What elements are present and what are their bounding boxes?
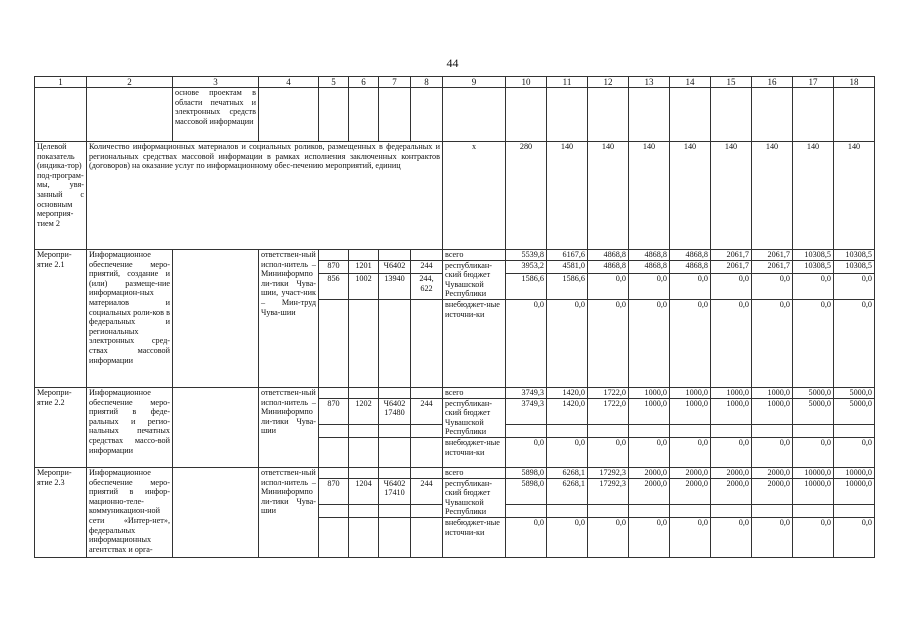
budget-code: Ч6402 — [379, 260, 411, 274]
empty-cell — [411, 504, 443, 517]
funding-value: 6167,6 — [547, 250, 588, 261]
empty-cell — [349, 387, 379, 398]
empty-cell — [35, 88, 87, 142]
continuation-row — [35, 88, 875, 142]
column-header: 4 — [259, 77, 319, 88]
funding-value: 4868,8 — [629, 260, 670, 274]
funding-value: 0,0 — [834, 517, 875, 557]
empty-cell — [411, 88, 443, 142]
empty-cell — [319, 467, 349, 478]
event-row-total — [35, 467, 875, 478]
funding-value: 10308,5 — [834, 250, 875, 261]
funding-value: 1000,0 — [670, 398, 711, 424]
funding-value: 0,0 — [629, 274, 670, 300]
empty-cell — [670, 88, 711, 142]
funding-value: 4868,8 — [588, 260, 629, 274]
empty-cell — [547, 88, 588, 142]
indicator-value: 140 — [629, 142, 670, 250]
column-header: 5 — [319, 77, 349, 88]
empty-cell — [629, 424, 670, 437]
event-name: Меропри-ятие 2.1 — [35, 250, 87, 388]
budget-code: 244, 622 — [411, 274, 443, 300]
header-row — [35, 77, 875, 88]
funding-value: 1000,0 — [711, 398, 752, 424]
empty-cell — [834, 504, 875, 517]
funding-source: всего — [443, 250, 506, 261]
funding-value: 1000,0 — [752, 387, 793, 398]
empty-cell — [259, 88, 319, 142]
funding-value: 1586,6 — [547, 274, 588, 300]
funding-value: 5000,0 — [793, 398, 834, 424]
funding-value: 6268,1 — [547, 467, 588, 478]
funding-value: 2000,0 — [629, 467, 670, 478]
empty-cell — [411, 299, 443, 387]
empty-cell — [506, 88, 547, 142]
funding-value: 0,0 — [711, 274, 752, 300]
empty-cell — [349, 299, 379, 387]
budget-code: 870 — [319, 478, 349, 504]
empty-cell — [349, 517, 379, 557]
funding-value: 0,0 — [506, 517, 547, 557]
funding-value: 1000,0 — [629, 398, 670, 424]
funding-value: 0,0 — [629, 299, 670, 387]
funding-value: 4868,8 — [588, 250, 629, 261]
funding-value: 0,0 — [711, 517, 752, 557]
empty-cell — [752, 88, 793, 142]
empty-cell — [711, 504, 752, 517]
funding-value: 0,0 — [752, 517, 793, 557]
funding-value: 10000,0 — [793, 467, 834, 478]
funding-value: 1420,0 — [547, 398, 588, 424]
funding-value: 0,0 — [547, 299, 588, 387]
funding-value: 3953,2 — [506, 260, 547, 274]
funding-value: 10308,5 — [834, 260, 875, 274]
funding-value: 5539,8 — [506, 250, 547, 261]
funding-value: 2000,0 — [670, 478, 711, 504]
funding-value: 0,0 — [834, 274, 875, 300]
empty-cell — [547, 504, 588, 517]
empty-cell — [629, 504, 670, 517]
funding-value: 2000,0 — [711, 467, 752, 478]
budget-code: 1201 — [349, 260, 379, 274]
indicator-value: 140 — [834, 142, 875, 250]
column-header: 1 — [35, 77, 87, 88]
funding-value: 1000,0 — [629, 387, 670, 398]
funding-value: 1000,0 — [752, 398, 793, 424]
funding-value: 2000,0 — [629, 478, 670, 504]
empty-cell — [319, 437, 349, 467]
column-header: 3 — [173, 77, 259, 88]
funding-value: 0,0 — [588, 274, 629, 300]
funding-source: внебюджет-ные источни-ки — [443, 299, 506, 387]
indicator-value: 140 — [588, 142, 629, 250]
funding-value: 0,0 — [752, 437, 793, 467]
funding-value: 0,0 — [834, 437, 875, 467]
funding-value: 5000,0 — [834, 398, 875, 424]
funding-value: 0,0 — [588, 299, 629, 387]
empty-cell — [319, 299, 349, 387]
empty-cell — [588, 504, 629, 517]
funding-value: 2000,0 — [752, 478, 793, 504]
column-header: 15 — [711, 77, 752, 88]
budget-code: 856 — [319, 274, 349, 300]
funding-value: 0,0 — [752, 299, 793, 387]
funding-value: 2061,7 — [711, 260, 752, 274]
indicator-description: Количество информационных материалов и социальных роликов, размещенных в федеральных и региональных средствах массовой информации в рамках исполнения заключенных контрактов (договоров) на оказание услуг по информационному обес-печению мероприятий, единиц — [87, 142, 443, 250]
empty-cell — [506, 504, 547, 517]
funding-value: 5898,0 — [506, 478, 547, 504]
column-header: 14 — [670, 77, 711, 88]
funding-value: 1722,0 — [588, 387, 629, 398]
empty-cell — [834, 424, 875, 437]
empty-cell — [793, 424, 834, 437]
funding-value: 10308,5 — [793, 250, 834, 261]
empty-cell — [379, 299, 411, 387]
funding-value: 4868,8 — [670, 250, 711, 261]
funding-value: 0,0 — [506, 437, 547, 467]
event-name: Меропри-ятие 2.3 — [35, 467, 87, 557]
budget-code: Ч6402 17410 — [379, 478, 411, 504]
funding-value: 17292,3 — [588, 467, 629, 478]
funding-value: 0,0 — [711, 437, 752, 467]
funding-value: 2061,7 — [752, 250, 793, 261]
empty-cell — [411, 467, 443, 478]
empty-cell — [87, 88, 173, 142]
event-executor: ответствен-ный испол-нитель – Мининформполи-тики Чува-шии, участ-ник – Мин-труд Чува-шии — [259, 250, 319, 388]
column-header: 9 — [443, 77, 506, 88]
funding-value: 0,0 — [506, 299, 547, 387]
budget-table — [34, 76, 875, 558]
funding-source: всего — [443, 387, 506, 398]
empty-cell — [379, 250, 411, 261]
event-description: Информационное обеспечение меро-приятий в инфор-мационно-теле-коммуникацион-ной сети «Интер-нет», федеральных информационных агентствах и орга- — [87, 467, 173, 557]
budget-code: 244 — [411, 478, 443, 504]
empty-cell — [379, 424, 411, 437]
indicator-value: 140 — [711, 142, 752, 250]
empty-cell — [443, 88, 506, 142]
empty-cell — [670, 504, 711, 517]
funding-value: 5000,0 — [834, 387, 875, 398]
funding-source: внебюджет-ные источни-ки — [443, 437, 506, 467]
funding-value: 10000,0 — [793, 478, 834, 504]
indicator-col9: х — [443, 142, 506, 250]
empty-cell — [711, 424, 752, 437]
page-number: 44 — [446, 56, 459, 70]
budget-code: 1202 — [349, 398, 379, 424]
empty-cell — [411, 387, 443, 398]
budget-code: 13940 — [379, 274, 411, 300]
funding-value: 0,0 — [629, 517, 670, 557]
empty-cell — [752, 504, 793, 517]
budget-code: 1204 — [349, 478, 379, 504]
funding-value: 2061,7 — [752, 260, 793, 274]
funding-value: 17292,3 — [588, 478, 629, 504]
indicator-value: 140 — [547, 142, 588, 250]
table-body — [35, 77, 875, 558]
event-row-total — [35, 250, 875, 261]
funding-source: внебюджет-ные источни-ки — [443, 517, 506, 557]
empty-cell — [379, 517, 411, 557]
column-header: 17 — [793, 77, 834, 88]
empty-cell — [411, 250, 443, 261]
funding-value: 1000,0 — [670, 387, 711, 398]
column-header: 7 — [379, 77, 411, 88]
empty-cell — [793, 504, 834, 517]
event-row-total — [35, 387, 875, 398]
empty-cell — [379, 437, 411, 467]
indicator-value: 140 — [752, 142, 793, 250]
empty-cell — [173, 250, 259, 388]
funding-source: всего — [443, 467, 506, 478]
funding-value: 0,0 — [834, 299, 875, 387]
indicator-value: 280 — [506, 142, 547, 250]
funding-value: 1722,0 — [588, 398, 629, 424]
funding-source: республикан-ский бюджет Чувашской Республики — [443, 260, 506, 299]
funding-value: 3749,3 — [506, 398, 547, 424]
empty-cell — [349, 437, 379, 467]
budget-code: 1002 — [349, 274, 379, 300]
empty-cell — [173, 387, 259, 467]
funding-value: 0,0 — [629, 437, 670, 467]
empty-cell — [319, 504, 349, 517]
empty-cell — [319, 250, 349, 261]
funding-value: 2000,0 — [711, 478, 752, 504]
funding-value: 2000,0 — [752, 467, 793, 478]
budget-code: 870 — [319, 398, 349, 424]
empty-cell — [752, 424, 793, 437]
empty-cell — [173, 467, 259, 557]
empty-cell — [319, 424, 349, 437]
continuation-text: основе проектам в области печатных и электронных средств массовой информации — [173, 88, 259, 142]
event-description: Информационное обеспечение меро-приятий, создание и (или) размеще-ние информацион-ных материалов и социальных роли-ков в федеральных и региональных электронных сред-ствах массовой информации — [87, 250, 173, 388]
funding-value: 0,0 — [670, 274, 711, 300]
funding-value: 4868,8 — [629, 250, 670, 261]
empty-cell — [349, 250, 379, 261]
indicator-row — [35, 142, 875, 250]
empty-cell — [547, 424, 588, 437]
funding-source: республикан-ский бюджет Чувашской Республики — [443, 398, 506, 437]
funding-value: 5000,0 — [793, 387, 834, 398]
funding-value: 3749,3 — [506, 387, 547, 398]
funding-value: 0,0 — [670, 517, 711, 557]
empty-cell — [629, 88, 670, 142]
empty-cell — [711, 88, 752, 142]
column-header: 11 — [547, 77, 588, 88]
funding-value: 0,0 — [588, 437, 629, 467]
empty-cell — [793, 88, 834, 142]
funding-value: 0,0 — [547, 517, 588, 557]
funding-value: 10000,0 — [834, 467, 875, 478]
budget-code: 244 — [411, 398, 443, 424]
empty-cell — [379, 387, 411, 398]
empty-cell — [349, 504, 379, 517]
funding-value: 4581,0 — [547, 260, 588, 274]
funding-value: 10000,0 — [834, 478, 875, 504]
empty-cell — [411, 517, 443, 557]
empty-cell — [670, 424, 711, 437]
funding-value: 0,0 — [793, 437, 834, 467]
column-header: 2 — [87, 77, 173, 88]
empty-cell — [319, 517, 349, 557]
funding-value: 5898,0 — [506, 467, 547, 478]
column-header: 8 — [411, 77, 443, 88]
column-header: 6 — [349, 77, 379, 88]
empty-cell — [349, 424, 379, 437]
funding-value: 2061,7 — [711, 250, 752, 261]
funding-value: 0,0 — [670, 437, 711, 467]
funding-value: 0,0 — [752, 274, 793, 300]
funding-value: 0,0 — [547, 437, 588, 467]
funding-value: 10308,5 — [793, 260, 834, 274]
funding-value: 4868,8 — [670, 260, 711, 274]
column-header: 12 — [588, 77, 629, 88]
event-name: Меропри-ятие 2.2 — [35, 387, 87, 467]
funding-value: 0,0 — [670, 299, 711, 387]
funding-value: 1420,0 — [547, 387, 588, 398]
empty-cell — [379, 88, 411, 142]
empty-cell — [588, 424, 629, 437]
column-header: 18 — [834, 77, 875, 88]
funding-value: 2000,0 — [670, 467, 711, 478]
empty-cell — [349, 467, 379, 478]
funding-value: 0,0 — [588, 517, 629, 557]
empty-cell — [834, 88, 875, 142]
empty-cell — [349, 88, 379, 142]
event-executor: ответствен-ный испол-нитель – Мининформполи-тики Чува-шии — [259, 387, 319, 467]
indicator-label: Целевой показатель (индика-тор) под-програм-мы, увя-занный с основным мероприя-тием 2 — [35, 142, 87, 250]
funding-value: 0,0 — [711, 299, 752, 387]
empty-cell — [379, 467, 411, 478]
funding-value: 0,0 — [793, 274, 834, 300]
event-executor: ответствен-ный испол-нитель – Мининформполи-тики Чува-шии — [259, 467, 319, 557]
funding-value: 6268,1 — [547, 478, 588, 504]
empty-cell — [588, 88, 629, 142]
budget-code: Ч6402 17480 — [379, 398, 411, 424]
funding-value: 0,0 — [793, 299, 834, 387]
event-description: Информационное обеспечение меро-приятий в феде-ральных и регио-нальных печатных средствах массо-вой информации — [87, 387, 173, 467]
empty-cell — [319, 387, 349, 398]
column-header: 13 — [629, 77, 670, 88]
indicator-value: 140 — [793, 142, 834, 250]
funding-value: 1000,0 — [711, 387, 752, 398]
funding-source: республикан-ский бюджет Чувашской Республики — [443, 478, 506, 517]
empty-cell — [319, 88, 349, 142]
budget-code: 244 — [411, 260, 443, 274]
empty-cell — [411, 437, 443, 467]
funding-value: 1586,6 — [506, 274, 547, 300]
funding-value: 0,0 — [793, 517, 834, 557]
empty-cell — [411, 424, 443, 437]
indicator-value: 140 — [670, 142, 711, 250]
empty-cell — [506, 424, 547, 437]
budget-code: 870 — [319, 260, 349, 274]
empty-cell — [379, 504, 411, 517]
column-header: 10 — [506, 77, 547, 88]
column-header: 16 — [752, 77, 793, 88]
